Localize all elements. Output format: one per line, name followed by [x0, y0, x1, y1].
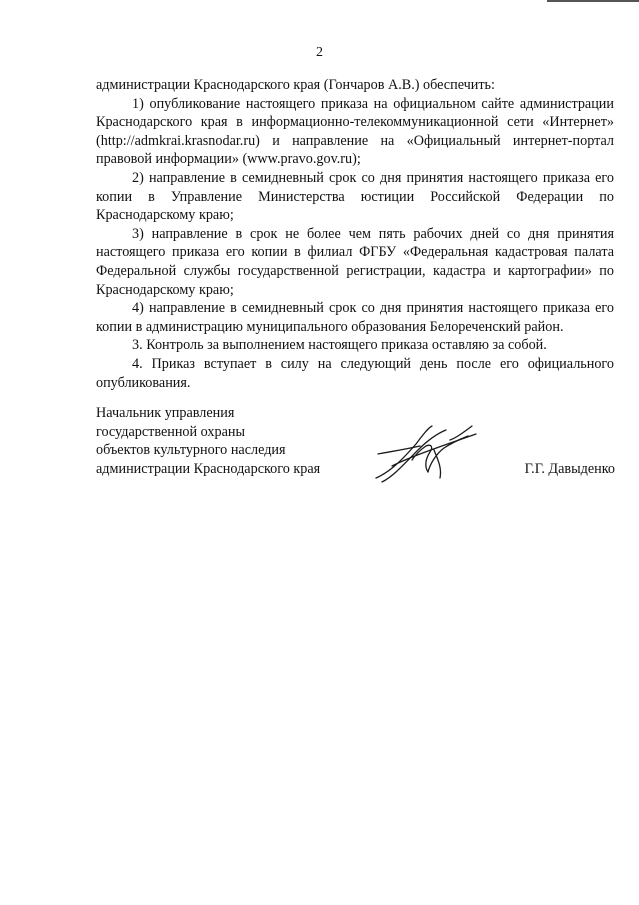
paragraph-clause-4: 4. Приказ вступает в силу на следующий день после его официального опубликования. [96, 355, 614, 391]
signer-position-line: Начальник управления [96, 405, 235, 421]
paragraph-item-2: 2) направление в семидневный срок со дня принятия настоящего приказа его копии в Управление Министерства юстиции Российской Федерации по Краснодарскому краю; [96, 169, 614, 224]
signer-position [96, 404, 396, 478]
paragraph-continuation: администрации Краснодарского края (Гончаров А.В.) обеспечить: [96, 77, 495, 93]
signer-name: Г.Г. Давыденко [524, 461, 615, 477]
handwritten-signature [372, 420, 484, 490]
document-body [96, 76, 614, 392]
signer-position-line: объектов культурного наследия [96, 442, 286, 459]
top-edge-line [547, 0, 639, 2]
signer-position-line: государственной охраны [96, 423, 246, 440]
paragraph-item-3: 3) направление в срок не более чем пять рабочих дней со дня принятия настоящего приказа его копии в филиал ФГБУ «Федеральная кадастровая палата Федеральной службы государственной регистрации, кадастра и картографии» по Краснодарскому краю; [96, 225, 614, 298]
page-number: 2 [316, 45, 323, 60]
paragraph-clause-3: 3. Контроль за выполнением настоящего приказа оставляю за собой. [132, 337, 547, 354]
paragraph-item-4: 4) направление в семидневный срок со дня принятия настоящего приказа его копии в администрацию муниципального образования Белореченский район. [96, 300, 614, 335]
paragraph-item-1: 1) опубликование настоящего приказа на официальном сайте администрации Краснодарского края в информационно-телекоммуникационной сети «Интернет» (http://admkrai.krasnodar.ru) и направление на «Официальный интернет-портал правовой информации» (www.pravo.gov.ru); [96, 95, 614, 168]
signer-position-line: администрации Краснодарского края [96, 460, 321, 477]
